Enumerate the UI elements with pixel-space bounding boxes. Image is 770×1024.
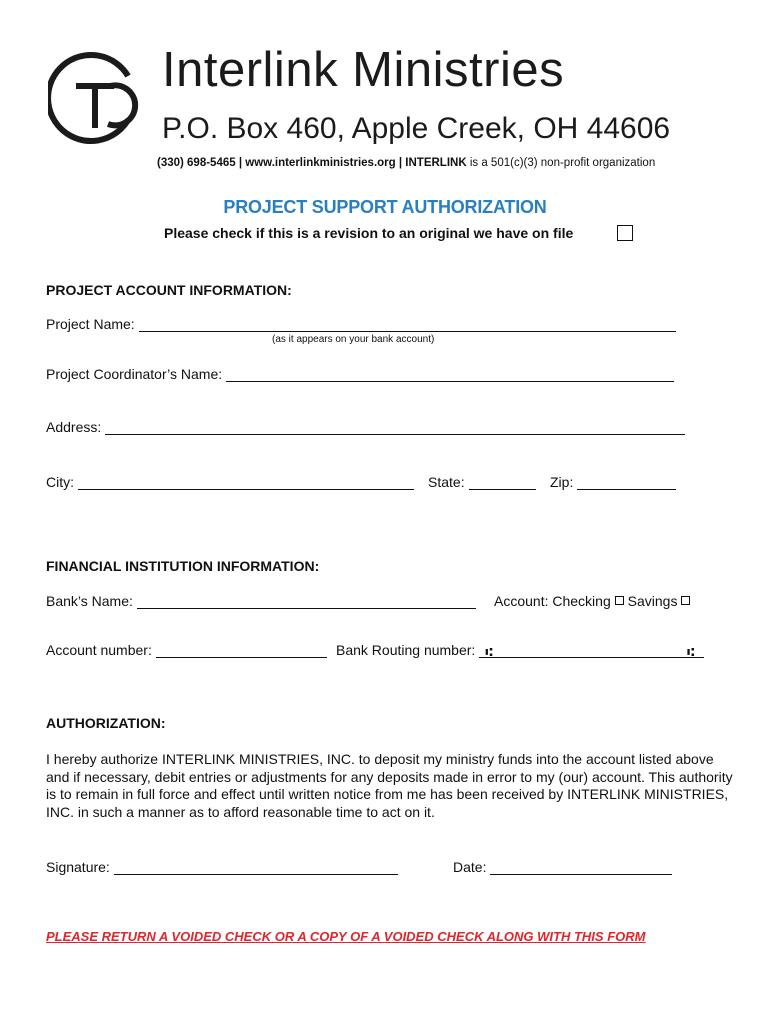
zip-input[interactable] — [577, 475, 676, 490]
routing-number-input[interactable] — [479, 643, 704, 658]
financial-section-heading: FINANCIAL INSTITUTION INFORMATION: — [46, 558, 320, 574]
zip-row — [550, 474, 676, 490]
routing-number-row — [336, 642, 704, 658]
zip-label: Zip: — [550, 474, 574, 490]
signature-input[interactable] — [114, 860, 398, 875]
contact-line — [157, 157, 655, 169]
date-row — [453, 859, 672, 875]
authorization-text: I hereby authorize INTERLINK MINISTRIES, INC. to deposit my ministry funds into the account listed above and if necessary, debit entries or adjustments for any deposits made in error to my (our) account. This authority is to remain in full force and effect until written notice from me has been received by INTERLINK MINISTRIES, INC. in such a manner as to afford reasonable time to act on it. — [46, 751, 733, 820]
form-title: PROJECT SUPPORT AUTHORIZATION — [223, 197, 547, 217]
account-number-label: Account number: — [46, 642, 152, 658]
project-name-label: Project Name: — [46, 316, 135, 332]
date-input[interactable] — [490, 860, 672, 875]
revision-checkbox[interactable] — [617, 225, 633, 241]
address-label: Address: — [46, 419, 102, 435]
separator: | — [238, 157, 243, 169]
checking-label: Checking — [552, 593, 611, 609]
address-input[interactable] — [105, 420, 685, 435]
account-type-label: Account: — [494, 593, 549, 609]
city-input[interactable] — [78, 475, 414, 490]
signature-label: Signature: — [46, 859, 110, 875]
account-number-input[interactable] — [156, 643, 327, 658]
savings-checkbox[interactable] — [681, 596, 690, 605]
city-label: City: — [46, 474, 74, 490]
organization-address: P.O. Box 460, Apple Creek, OH 44606 — [162, 112, 671, 145]
authorization-section-heading: AUTHORIZATION: — [46, 715, 166, 731]
state-row — [428, 474, 536, 490]
interlink-logo-icon — [48, 46, 152, 150]
bank-name-row — [46, 593, 476, 609]
separator: | — [398, 157, 403, 169]
state-input[interactable] — [469, 475, 536, 490]
routing-number-label: Bank Routing number: — [336, 642, 476, 658]
account-type-row — [494, 593, 690, 609]
bank-name-input[interactable] — [137, 594, 476, 609]
bank-name-label: Bank’s Name: — [46, 593, 133, 609]
nonprofit-text: is a 501(c)(3) non-profit organization — [469, 157, 656, 169]
coordinator-label: Project Coordinator’s Name: — [46, 366, 223, 382]
org-short-name: INTERLINK — [405, 157, 467, 169]
routing-transit-symbol: ⑆ — [687, 645, 695, 659]
address-row — [46, 419, 685, 435]
coordinator-input[interactable] — [226, 367, 674, 382]
phone-number: (330) 698-5465 — [157, 157, 236, 169]
city-row — [46, 474, 414, 490]
routing-transit-symbol: ⑆ — [485, 645, 493, 659]
date-label: Date: — [453, 859, 487, 875]
project-name-hint: (as it appears on your bank account) — [272, 334, 435, 345]
savings-label: Savings — [627, 593, 678, 609]
project-name-row — [46, 316, 676, 332]
checking-checkbox[interactable] — [615, 596, 624, 605]
signature-row — [46, 859, 398, 875]
revision-note: Please check if this is a revision to an original we have on file — [164, 225, 574, 241]
organization-name: Interlink Ministries — [162, 43, 565, 97]
state-label: State: — [428, 474, 465, 490]
account-number-row — [46, 642, 327, 658]
project-section-heading: PROJECT ACCOUNT INFORMATION: — [46, 282, 292, 298]
website-link[interactable]: www.interlinkministries.org — [245, 157, 396, 169]
project-name-input[interactable] — [139, 317, 676, 332]
coordinator-row — [46, 366, 674, 382]
footer-note: PLEASE RETURN A VOIDED CHECK OR A COPY OF A VOIDED CHECK ALONG WITH THIS FORM — [46, 929, 646, 944]
